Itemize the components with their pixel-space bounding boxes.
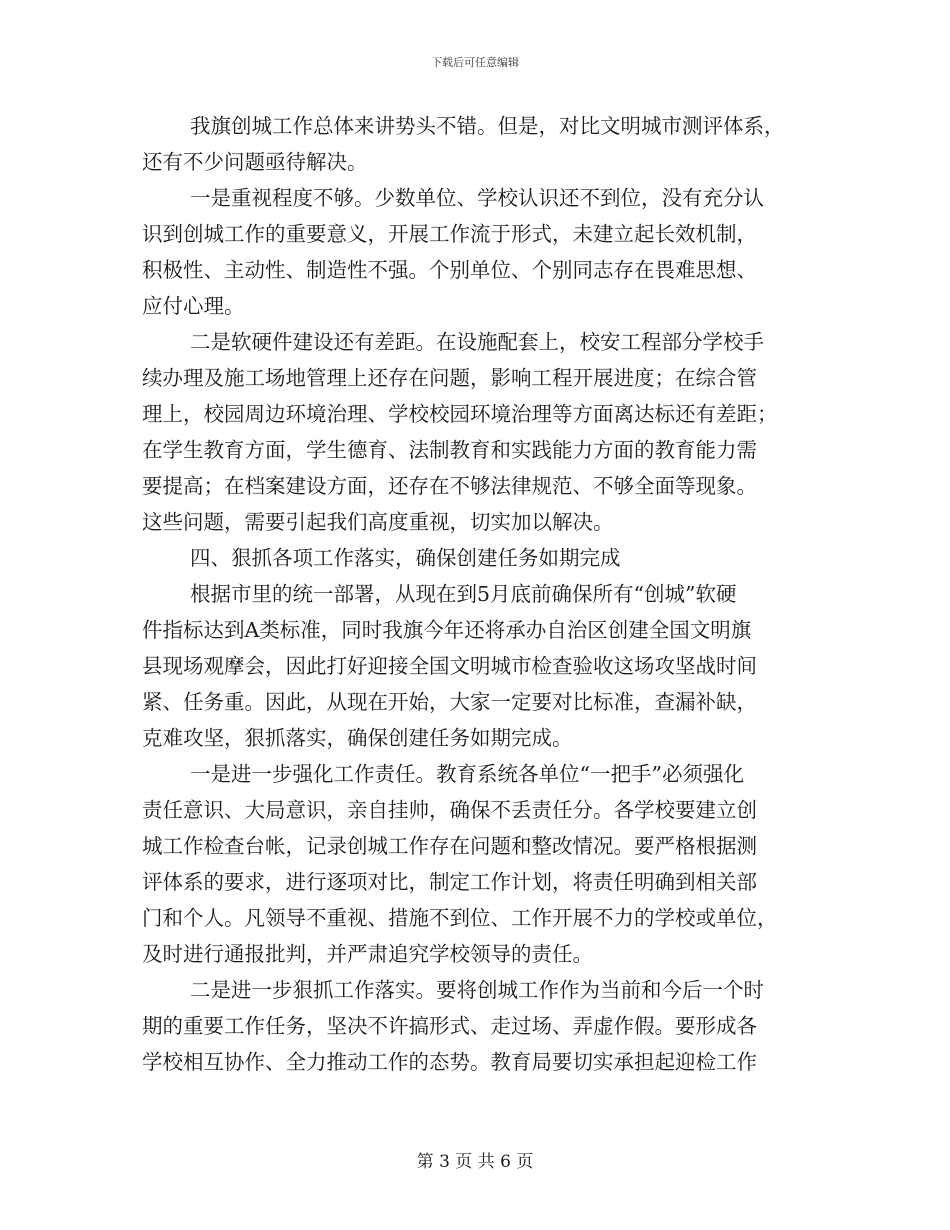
text-line: 及时进行通报批判，并严肃追究学校领导的责任。 bbox=[142, 942, 593, 966]
page-number: 第 3 页 共 6 页 bbox=[416, 1152, 534, 1172]
text-line: 一是重视程度不够。少数单位、学校认识还不到位，没有充分认 bbox=[190, 186, 764, 210]
text-line: 积极性、主动性、制造性不强。个别单位、个别同志存在畏难思想、 bbox=[142, 258, 757, 282]
text-line: 二是进一步狠抓工作落实。要将创城工作作为当前和今后一个时 bbox=[190, 978, 764, 1002]
page-header-note: 下载后可任意编辑 bbox=[431, 56, 519, 69]
text-line: 在学生教育方面，学生德育、法制教育和实践能力方面的教育能力需 bbox=[142, 438, 757, 462]
text-line: 二是软硬件建设还有差距。在设施配套上，校安工程部分学校手 bbox=[190, 330, 764, 354]
text-line: 要提高；在档案建设方面，还存在不够法律规范、不够全面等现象。 bbox=[142, 474, 757, 498]
document-body bbox=[142, 108, 812, 1080]
text-line: 责任意识、大局意识，亲自挂帅，确保不丢责任分。各学校要建立创 bbox=[142, 798, 757, 822]
text-line: 门和个人。凡领导不重视、措施不到位、工作开展不力的学校或单位， bbox=[142, 906, 778, 930]
text-line: 我旗创城工作总体来讲势头不错。但是，对比文明城市测评体系， bbox=[190, 114, 785, 138]
text-line: 克难攻坚，狠抓落实，确保创建任务如期完成。 bbox=[142, 726, 573, 750]
text-line: 识到创城工作的重要意义，开展工作流于形式，未建立起长效机制， bbox=[142, 222, 757, 246]
text-line: 应付心理。 bbox=[142, 294, 245, 318]
text-line: 件指标达到A类标准，同时我旗今年还将承办自治区创建全国文明旗 bbox=[142, 618, 752, 642]
text-line: 评体系的要求，进行逐项对比，制定工作计划，将责任明确到相关部 bbox=[142, 870, 757, 894]
text-line: 这些问题，需要引起我们高度重视，切实加以解决。 bbox=[142, 510, 614, 534]
text-line: 根据市里的统一部署，从现在到5月底前确保所有“创城”软硬 bbox=[190, 582, 737, 606]
text-line: 理上，校园周边环境治理、学校校园环境治理等方面离达标还有差距； bbox=[142, 402, 778, 426]
section-heading: 四、狠抓各项工作落实，确保创建任务如期完成 bbox=[190, 546, 621, 570]
text-line: 一是进一步强化工作责任。教育系统各单位“一把手”必须强化 bbox=[190, 762, 744, 786]
text-line: 紧、任务重。因此，从现在开始，大家一定要对比标准，查漏补缺， bbox=[142, 690, 757, 714]
text-line: 城工作检查台帐，记录创城工作存在问题和整改情况。要严格根据测 bbox=[142, 834, 757, 858]
text-line: 还有不少问题亟待解决。 bbox=[142, 150, 368, 174]
text-line: 学校相互协作、全力推动工作的态势。教育局要切实承担起迎检工作 bbox=[142, 1050, 757, 1074]
text-line: 续办理及施工场地管理上还存在问题，影响工程开展进度；在综合管 bbox=[142, 366, 757, 390]
text-line: 县现场观摩会，因此打好迎接全国文明城市检查验收这场攻坚战时间 bbox=[142, 654, 757, 678]
text-line: 期的重要工作任务，坚决不许搞形式、走过场、弄虚作假。要形成各 bbox=[142, 1014, 757, 1038]
